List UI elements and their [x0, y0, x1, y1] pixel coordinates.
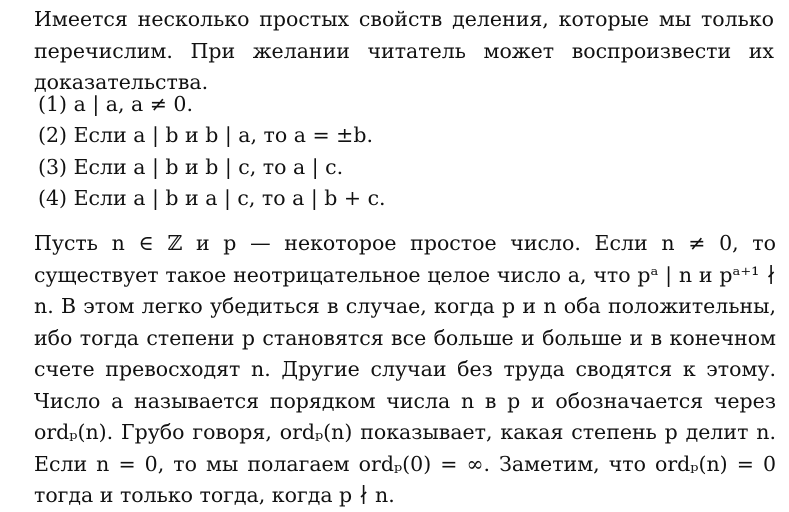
property-3: [38, 152, 343, 184]
property-4: [38, 183, 386, 215]
property-4-number: (4): [38, 186, 68, 210]
property-1: [38, 89, 193, 121]
property-1-number: (1): [38, 92, 68, 116]
paragraph-intro: Имеется несколько простых свойств деления, которые мы только перечислим. При желании читатель может воспроизвести их доказательства.: [34, 7, 774, 94]
property-3-text: Если a | b и b | c, то a | c.: [73, 155, 344, 179]
property-2: [38, 120, 373, 152]
property-2-number: (2): [38, 123, 68, 147]
paragraph-order-definition: Пусть n ∈ ℤ и p — некоторое простое число. Если n ≠ 0, то существует такое неотрицательное целое число a, что pᵃ | n и pᵃ⁺¹ ∤ n. В этом легко убедиться в случае, когда p и n оба положительны, ибо тогда степени p становятся все больше и больше и в конечном счете превосходят n. Другие случаи без труда сводятся к этому. Число a называется порядком числа n в p и обозначается через ordₚ(n). Грубо говоря, ordₚ(n) показывает, какая степень p делит n. Если n = 0, то мы полагаем ordₚ(0) = ∞. Заметим, что ordₚ(n) = 0 тогда и только тогда, когда p ∤ n.: [34, 231, 776, 507]
property-3-number: (3): [38, 155, 68, 179]
property-4-text: Если a | b и a | c, то a | b + c.: [73, 186, 386, 210]
property-1-text: a | a, a ≠ 0.: [73, 92, 193, 116]
property-2-text: Если a | b и b | a, то a = ±b.: [73, 123, 373, 147]
